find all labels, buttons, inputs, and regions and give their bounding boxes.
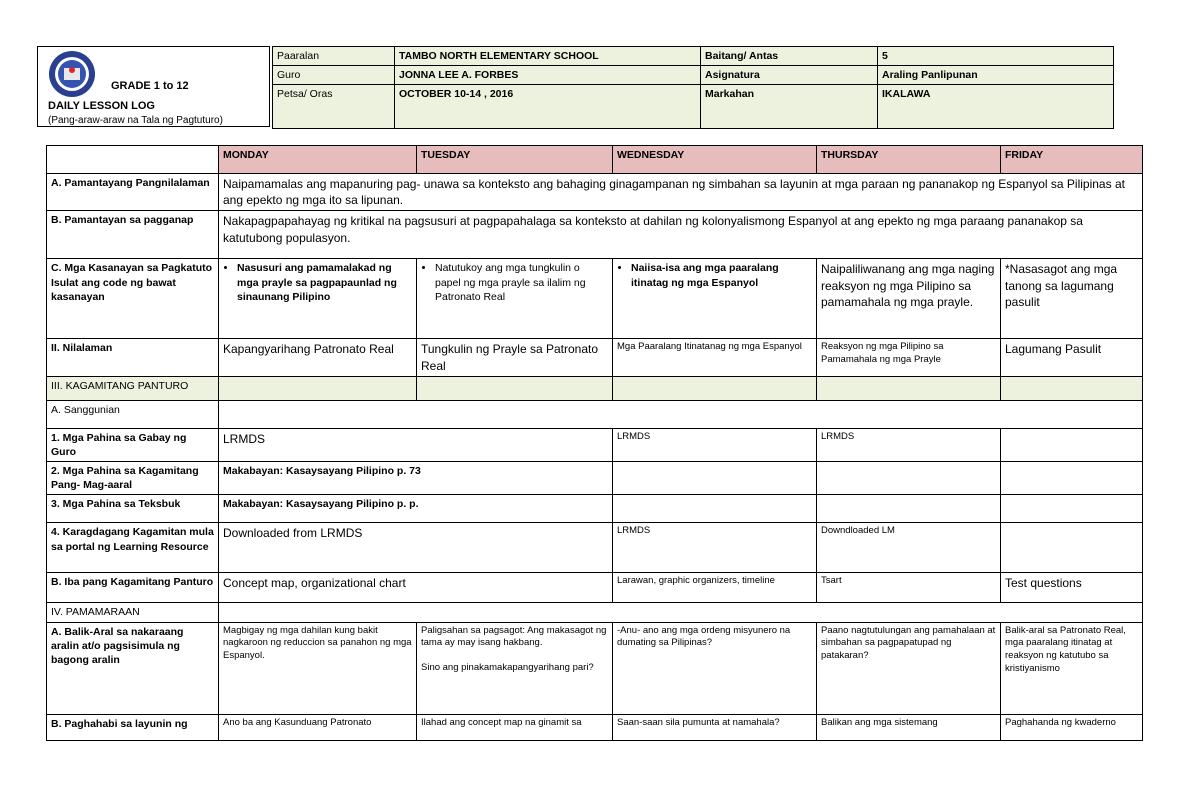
log-subtitle: (Pang-araw-araw na Tala ng Pagtuturo) xyxy=(48,115,223,126)
textbook-value: Makabayan: Kasaysayang Pilipino p. p. xyxy=(219,495,613,523)
competency-wednesday xyxy=(613,259,817,339)
performance-standard-text: Nakapagpapahayag ng kritikal na pagsusuri at pagpapahalaga sa konteksto at dahilan ng kolonyalismong Espanyol at ang epekto ng mga paraang pananakop sa katutubong populasyon. xyxy=(219,211,1143,259)
subject-value: Araling Panlipunan xyxy=(878,66,1114,85)
motivation-monday: Ano ba ang Kasunduang Patronato xyxy=(219,714,417,740)
other-materials-friday: Test questions xyxy=(1001,573,1143,603)
header-box xyxy=(37,46,270,127)
competency-monday xyxy=(219,259,417,339)
date-value: OCTOBER 10-14 , 2016 xyxy=(395,85,701,129)
day-wednesday: WEDNESDAY xyxy=(613,146,817,174)
additional-materials-wednesday: LRMDS xyxy=(613,523,817,573)
additional-materials-monday: Downloaded from LRMDS xyxy=(219,523,613,573)
list-item: • Naiisa-isa ang mga paaralang itinatag ng mga Espanyol xyxy=(631,261,812,289)
grade-label: Baitang/ Antas xyxy=(701,47,878,66)
list-item: • Natutukoy ang mga tungkulin o papel ng mga prayle sa ilalim ng Patronato Real xyxy=(435,261,608,304)
review-thursday: Paano nagtutulungan ang pamahalaan at simbahan sa pagpapatupad ng patakaran? xyxy=(817,622,1001,714)
grade-range: GRADE 1 to 12 xyxy=(111,80,189,92)
corner-cell xyxy=(47,146,219,174)
additional-materials-thursday: Downdloaded LM xyxy=(817,523,1001,573)
content-monday: Kapangyarihang Patronato Real xyxy=(219,339,417,376)
day-monday: MONDAY xyxy=(219,146,417,174)
references-cell xyxy=(219,400,1143,428)
other-materials-label: B. Iba pang Kagamitang Panturo xyxy=(47,573,219,603)
teacher-guide-thursday: LRMDS xyxy=(817,428,1001,461)
competency-thursday: Naipaliliwanang ang mga naging reaksyon ng mga Pilipino sa pamamahala ng mga prayle. xyxy=(817,259,1001,339)
content-label: II. Nilalaman xyxy=(47,339,219,376)
subject-label: Asignatura xyxy=(701,66,878,85)
materials-label: III. KAGAMITANG PANTURO xyxy=(47,376,219,400)
info-table xyxy=(272,46,1114,129)
other-materials-monday: Concept map, organizational chart xyxy=(219,573,613,603)
quarter-label: Markahan xyxy=(701,85,878,129)
other-materials-thursday: Tsart xyxy=(817,573,1001,603)
review-wednesday: -Anu- ano ang mga ordeng misyunero na dumating sa Pilipinas? xyxy=(613,622,817,714)
log-title: DAILY LESSON LOG xyxy=(48,100,155,112)
content-wednesday: Mga Paaralang Itinatanag ng mga Espanyol xyxy=(613,339,817,376)
teacher-guide-monday: LRMDS xyxy=(219,428,613,461)
day-tuesday: TUESDAY xyxy=(417,146,613,174)
review-monday: Magbigay ng mga dahilan kung bakit nagkaroon ng reduccion sa panahon ng mga Espanyol. xyxy=(219,622,417,714)
content-standard-text: Naipamamalas ang mapanuring pag- unawa sa konteksto ang bahaging ginagampanan ng simbahan sa layunin at mga paraan ng pananakop ng Espanyol sa Pilipinas at ang epekto ng mga ito sa lipunan. xyxy=(219,174,1143,211)
content-thursday: Reaksyon ng mga Pilipino sa Pamamahala ng mga Prayle xyxy=(817,339,1001,376)
learner-material-label: 2. Mga Pahina sa Kagamitang Pang- Mag-aaral xyxy=(47,462,219,495)
review-tuesday: Paligsahan sa pagsagot: Ang makasagot ng tama ay may isang hakbang. Sino ang pinakamakapangyarihang pari? xyxy=(417,622,613,714)
day-thursday: THURSDAY xyxy=(817,146,1001,174)
teacher-guide-label: 1. Mga Pahina sa Gabay ng Guro xyxy=(47,428,219,461)
motivation-wednesday: Saan-saan sila pumunta at namahala? xyxy=(613,714,817,740)
competency-friday: *Nasasagot ang mga tanong sa lagumang pasulit xyxy=(1001,259,1143,339)
quarter-value: IKALAWA xyxy=(878,85,1114,129)
lesson-table xyxy=(46,145,1143,741)
competencies-label: C. Mga Kasanayan sa Pagkatuto Isulat ang code ng bawat kasanayan xyxy=(47,259,219,339)
review-friday: Balik-aral sa Patronato Real, mga paaralang itinatag at reaksyon ng katutubo sa kristiyanismo xyxy=(1001,622,1143,714)
content-standard-label: A. Pamantayang Pangnilalaman xyxy=(47,174,219,211)
competency-tuesday xyxy=(417,259,613,339)
teacher-label: Guro xyxy=(273,66,395,85)
motivation-friday: Paghahanda ng kwaderno xyxy=(1001,714,1143,740)
motivation-thursday: Balikan ang mga sistemang xyxy=(817,714,1001,740)
other-materials-wednesday: Larawan, graphic organizers, timeline xyxy=(613,573,817,603)
content-friday: Lagumang Pasulit xyxy=(1001,339,1143,376)
performance-standard-label: B. Pamantayan sa pagganap xyxy=(47,211,219,259)
school-label: Paaralan xyxy=(273,47,395,66)
textbook-label: 3. Mga Pahina sa Teksbuk xyxy=(47,495,219,523)
day-friday: FRIDAY xyxy=(1001,146,1143,174)
teacher-guide-wednesday: LRMDS xyxy=(613,428,817,461)
motivation-tuesday: Ilahad ang concept map na ginamit sa xyxy=(417,714,613,740)
procedure-label: IV. PAMAMARAAN xyxy=(47,603,219,622)
list-item: • Nasusuri ang pamamalakad ng mga prayle sa pagpapaunlad ng sinaunang Pilipino xyxy=(237,261,412,304)
additional-materials-label: 4. Karagdagang Kagamitan mula sa portal ng Learning Resource xyxy=(47,523,219,573)
motivation-label: B. Paghahabi sa layunin ng xyxy=(47,714,219,740)
learner-material-value: Makabayan: Kasaysayang Pilipino p. 73 xyxy=(219,462,613,495)
teacher-value: JONNA LEE A. FORBES xyxy=(395,66,701,85)
date-label: Petsa/ Oras xyxy=(273,85,395,129)
content-tuesday: Tungkulin ng Prayle sa Patronato Real xyxy=(417,339,613,376)
review-label: A. Balik-Aral sa nakaraang aralin at/o pagsisimula ng bagong aralin xyxy=(47,622,219,714)
school-value: TAMBO NORTH ELEMENTARY SCHOOL xyxy=(395,47,701,66)
references-label: A. Sanggunian xyxy=(47,400,219,428)
deped-seal-icon xyxy=(48,50,96,98)
grade-value: 5 xyxy=(878,47,1114,66)
